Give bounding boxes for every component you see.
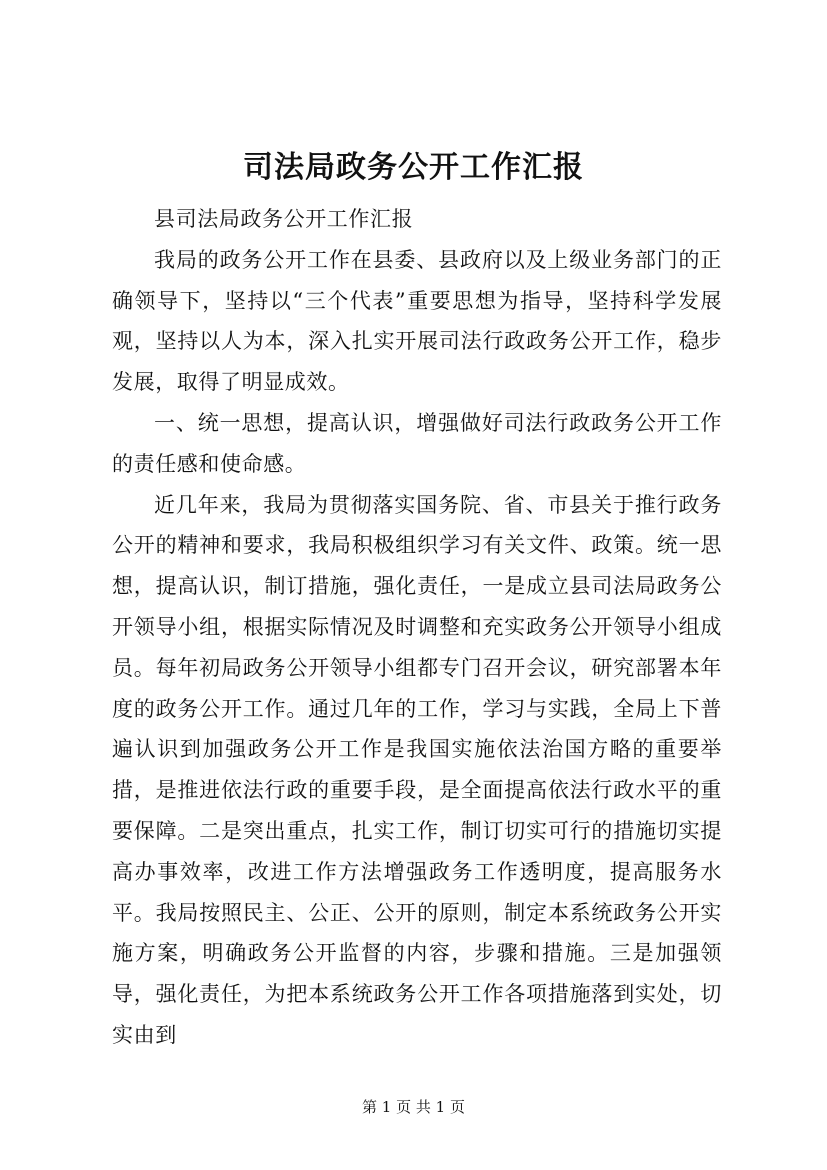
section-heading-paragraph: 一、统一思想，提高认识，增强做好司法行政政务公开工作的责任感和使命感。 [112, 410, 722, 476]
subtitle-paragraph: 县司法局政务公开工作汇报 [154, 207, 414, 231]
body-paragraph: 近几年来，我局为贯彻落实国务院、省、市县关于推行政务公开的精神和要求，我局积极组织学习有关文件、政策。统一思想，提高认识，制订措施，强化责任，一是成立县司法局政务公开领导小组，根据实际情况及时调整和充实政务公开领导小组成员。每年初局政务公开领导小组都专门召开会议，研究部署本年度的政务公开工作。通过几年的工作，学习与实践，全局上下普遍认识到加强政务公开工作是我国实施依法治国方略的重要举措，是推进依法行政的重要手段，是全面提高依法行政水平的重要保障。二是突出重点，扎实工作，制订切实可行的措施切实提高办事效率，改进工作方法增强政务工作透明度，提高服务水平。我局按照民主、公正、公开的原则，制定本系统政务公开实施方案，明确政务公开监督的内容，步骤和措施。三是加强领导，强化责任，为把本系统政务公开工作各项措施落到实处，切实由到 [112, 492, 722, 1047]
intro-paragraph: 我局的政务公开工作在县委、县政府以及上级业务部门的正确领导下，坚持以“三个代表”重要思想为指导，坚持科学发展观，坚持以人为本，深入扎实开展司法行政政务公开工作，稳步发展，取得了明显成效。 [112, 247, 722, 395]
document-title: 司法局政务公开工作汇报 [243, 150, 584, 185]
document-body [112, 199, 722, 1056]
page-footer: 第 1 页 共 1 页 [362, 1098, 465, 1116]
